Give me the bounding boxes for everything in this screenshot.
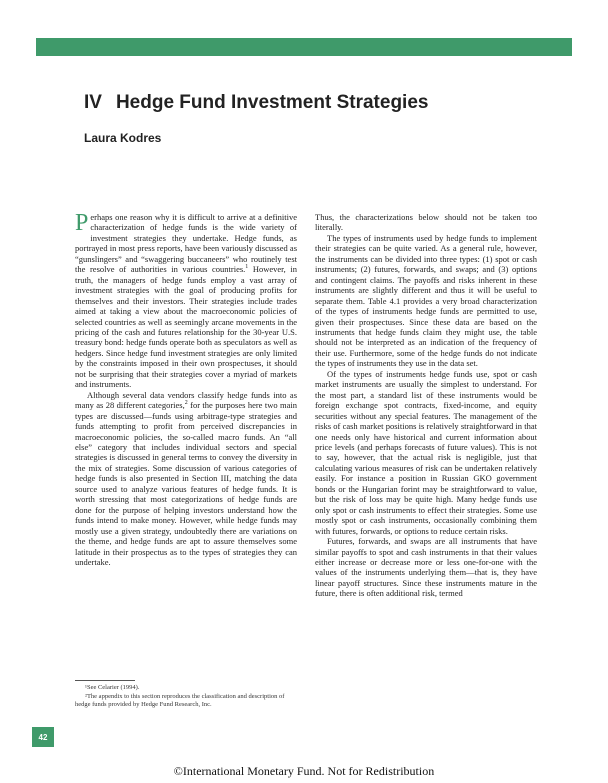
chapter-number: IV bbox=[84, 92, 102, 113]
body-column-right bbox=[315, 212, 537, 599]
chapter-title bbox=[84, 92, 428, 114]
paragraph-spot-instruments: Of the types of instruments hedge funds use, spot or cash market instruments are usually the simplest to understand. For the most part, a standard list of these instruments would be foreign exchange spot contracts, fixed-income, and equity securities without any special features. The management of the risks of cash market positions is relatively straightforward in that one needs only have historical and current information about price levels (and perhaps forecasts of future values). This is not to say, however, that the actual risk is negligible, just that calculating various measures of risk can be undertaken relatively easily. For instance a position in Russian GKO government bonds or the Hungarian forint may be straightforward to value, but the risk of loss may be quite high. Many hedge funds use only spot or cash instruments to effect their strategies. Some use mostly spot or cash instruments, occasionally combining them with futures, forwards, or options to reduce certain risks. bbox=[315, 368, 537, 536]
body-column-left bbox=[75, 212, 297, 567]
paragraph-futures-forwards: Futures, forwards, and swaps are all instruments that have similar payoffs to spot and cash instruments in that their values either increase or decrease more or less one-for-one with the values of the instruments underlying them—that is, they have linear payoff structures. Since these instruments mature in the future, there is often additional risk, termed bbox=[315, 536, 537, 599]
footnotes bbox=[75, 684, 300, 710]
paragraph-classification bbox=[75, 390, 297, 568]
author-name: Laura Kodres bbox=[84, 131, 162, 145]
footnote-2: ²The appendix to this section reproduces the classification and description of hedge funds provided by Hedge Fund Research, Inc. bbox=[75, 692, 285, 708]
header-color-band bbox=[36, 38, 572, 56]
footnote-ref-1[interactable]: 1 bbox=[245, 264, 249, 271]
footnote-ref-2[interactable]: 2 bbox=[184, 400, 188, 407]
paragraph-instrument-types: The types of instruments used by hedge funds to implement their strategies can be quite varied. As a general rule, however, the instruments can be divided into three types: (1) spot or cash instruments; (2) futures, forwards, and swaps; and (3) options and contingent claims. The payoffs and risks inherent in these instruments are slightly different and thus it will be useful to separate them. Table 4.1 provides a very broad characterization of the types of instruments hedge funds are permitted to use, given their prospectuses. Since these data are based on the instruments that hedge funds claim they might use, the table should not be interpreted as an indication of the frequency of their use. Furthermore, some of the hedge funds do not indicate the types of instruments they use in the data set. bbox=[315, 232, 537, 369]
page-number-badge: 42 bbox=[32, 727, 54, 747]
chapter-title-text: Hedge Fund Investment Strategies bbox=[115, 92, 429, 113]
paragraph-classification-text: Although several data vendors classify hedge funds into as many as 28 different categories, bbox=[75, 389, 297, 411]
paragraph-intro-text-cont: However, in truth, the managers of hedge funds employ a vast array of investment strategies with the goal of producing profits for themselves and their investors. Their strategies include trades aimed at taking a view about the macroeconomic policies of selected countries as well as seemingly arcane movements in the pricing of the cash and futures relationship for the 30-year U.S. treasury bond: hedge funds operate both as speculators as well as hedgers. Since hedge fund investment strategies are only limited by the constraints imposed in their own prospectuses, it should not be surprising that their strategies cover a myriad of markets and instruments. bbox=[75, 264, 297, 390]
paragraph-classification-text-cont: for the purposes here two main types are discussed—funds using arbitrage-type strategies and funds attempting to profit from perceived discrepancies in macroeconomic policies, the so-called macro funds. An “all else” category that includes individual sectors and special strategies is discussed in general terms to convey the diversity in the mix of strategies. Some discussion of various categories of hedge funds is also presented in Section III, matching the data source used to analyze various features of hedge funds. It is worth stressing that most categorizations of hedge funds are done for the purpose of helping investors understand how the funds intend to make money. However, while hedge funds may mostly use a given strategy, undoubtedly there are variations on the theme, and hedge funds are apt to assure themselves some latitude in their prospectus as to the types of strategies they can undertake. bbox=[75, 400, 297, 567]
paragraph-continued: Thus, the characterizations below should not be taken too literally. bbox=[315, 212, 537, 233]
footnote-1: ¹See Celarier (1994). bbox=[85, 684, 140, 691]
paragraph-intro bbox=[75, 212, 297, 390]
drop-cap: P bbox=[75, 210, 89, 236]
copyright-notice: ©International Monetary Fund. Not for Redistribution bbox=[173, 764, 435, 778]
footnote-divider bbox=[75, 680, 135, 681]
paragraph-intro-text: erhaps one reason why it is difficult to arrive at a definitive characterization of hedge funds is the wide variety of investment strategies they undertake. Hedge funds, as portrayed in most press reports, have been variously discussed as “gunslingers” and “swaggering buccaneers” who routinely test the resolve of authorities in various countries. bbox=[75, 212, 297, 275]
